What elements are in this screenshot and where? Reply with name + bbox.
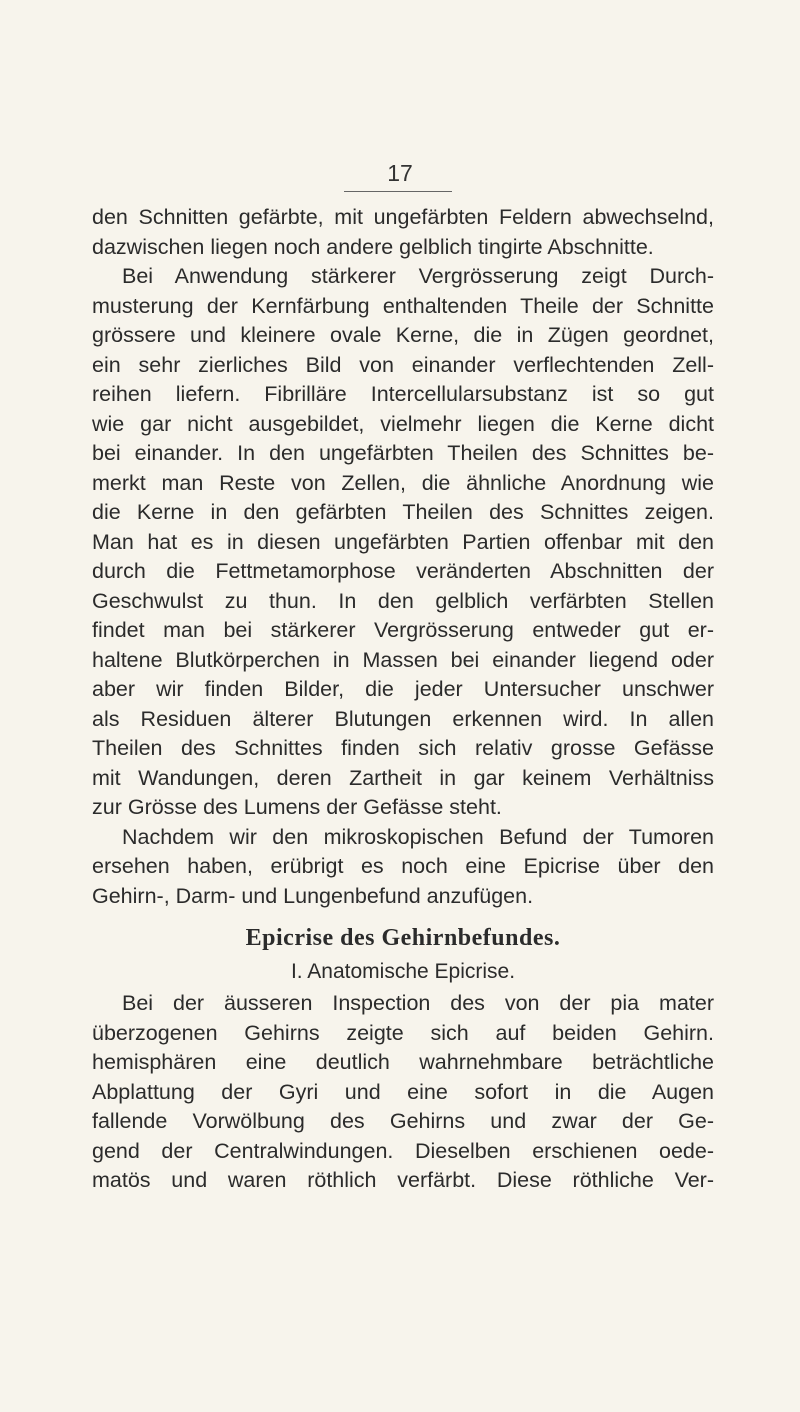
text-line: Gehirn-, Darm- und Lungenbefund anzufügen. (92, 883, 534, 908)
paragraph-4 (92, 989, 714, 1196)
text-line: haltene Blutkörperchen in Massen bei einander liegend oder (92, 647, 714, 672)
paragraph-3 (92, 823, 714, 912)
text-line: ein sehr zierliches Bild von einander verflechtenden Zell- (92, 352, 714, 377)
text-line: ersehen haben, erübrigt es noch eine Epicrise über den (92, 854, 714, 878)
text-line: Nachdem wir den mikroskopischen Befund der Tumoren (122, 824, 714, 849)
text-line: mit Wandungen, deren Zartheit in gar keinem Verhältniss (92, 765, 714, 790)
text-line: überzogenen Gehirns zeigte sich auf beiden Gehirn. (92, 1020, 714, 1045)
paragraph-2 (92, 262, 714, 823)
text-line: findet man bei stärkerer Vergrösserung entweder gut er- (92, 618, 714, 642)
text-line: merkt man Reste von Zellen, die ähnliche Anordnung wie (92, 470, 714, 495)
text-line: musterung der Kernfärbung enthaltenden Theile der Schnitte (92, 293, 714, 318)
text-line: reihen liefern. Fibrilläre Intercellularsubstanz ist so gut (92, 382, 714, 406)
text-line: Theilen des Schnittes finden sich relativ grosse Gefässe (92, 736, 714, 760)
text-line: durch die Fettmetamorphose veränderten Abschnitten der (92, 559, 714, 583)
paragraph-1 (92, 203, 714, 262)
text-line: den Schnitten gefärbte, mit ungefärbten Feldern abwechselnd, (92, 205, 714, 229)
page-number: 17 (387, 160, 413, 186)
text-line: aber wir finden Bilder, die jeder Untersucher unschwer (92, 677, 714, 701)
text-line: Bei Anwendung stärkerer Vergrösserung zeigt Durch- (122, 264, 714, 288)
text-line: zur Grösse des Lumens der Gefässe steht. (92, 795, 502, 819)
text-line: Man hat es in diesen ungefärbten Partien offenbar mit den (92, 529, 714, 554)
text-line: Bei der äusseren Inspection des von der pia mater (122, 991, 714, 1015)
text-line: matös und waren röthlich verfärbt. Diese röthliche Ver- (92, 1168, 714, 1192)
page-number-rule (344, 191, 452, 192)
text-line: Abplattung der Gyri und eine sofort in die Augen (92, 1079, 714, 1104)
section-subheading: I. Anatomische Epicrise. (290, 960, 516, 983)
text-line: fallende Vorwölbung des Gehirns und zwar der Ge- (92, 1109, 714, 1133)
text-line: bei einander. In den ungefärbten Theilen des Schnittes be- (92, 441, 714, 465)
body-text (92, 203, 714, 1196)
text-line: hemisphären eine deutlich wahrnehmbare beträchtliche (92, 1050, 714, 1074)
text-line: Geschwulst zu thun. In den gelblich verfärbten Stellen (92, 588, 714, 613)
text-line: wie gar nicht ausgebildet, vielmehr liegen die Kerne dicht (92, 411, 714, 436)
text-line: grössere und kleinere ovale Kerne, die in Zügen geordnet, (92, 323, 714, 347)
text-line: die Kerne in den gefärbten Theilen des Schnittes zeigen. (92, 500, 714, 524)
text-line: dazwischen liegen noch andere gelblich tingirte Abschnitte. (92, 234, 654, 259)
text-line: als Residuen älterer Blutungen erkennen wird. In allen (92, 706, 714, 731)
section-heading: Epicrise des Gehirnbefundes. (245, 925, 561, 951)
text-line: gend der Centralwindungen. Dieselben erschienen oede- (92, 1138, 714, 1163)
